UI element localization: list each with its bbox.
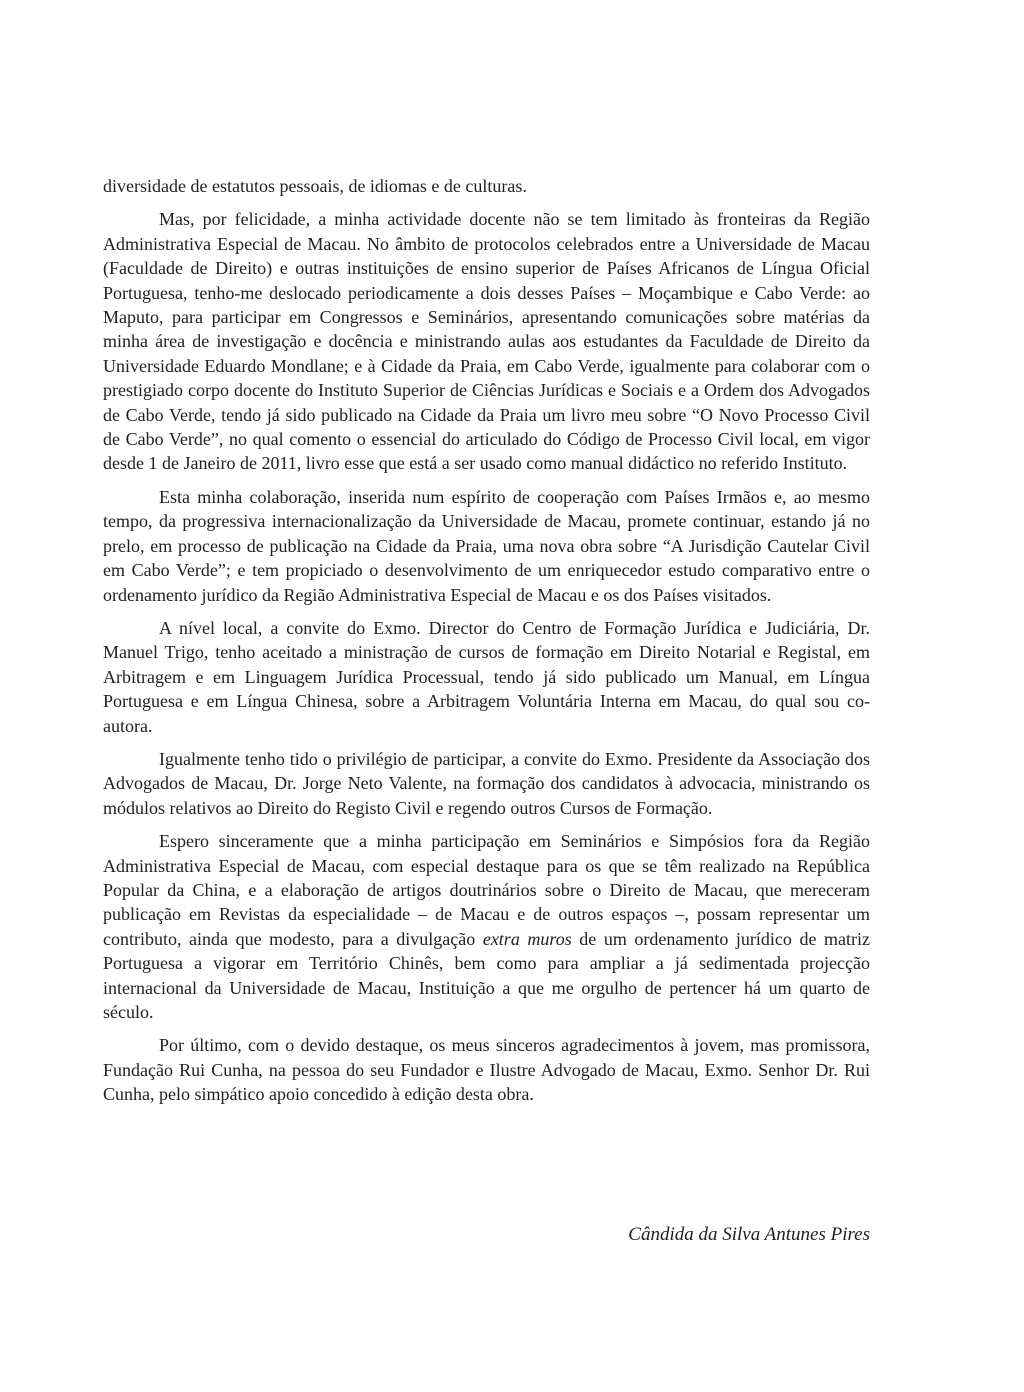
document-body [103,174,870,1107]
paragraph-teaching-abroad: Mas, por felicidade, a minha actividade docente não se tem limitado às fronteiras da Região Administrativa Especial de Macau. No âmbito de protocolos celebrados entre a Universidade de Macau (Faculdade de Direito) e outras instituições de ensino superior de Países Africanos de Língua Oficial Portuguesa, tenho-me deslocado periodicamente a dois desses Países – Moçambique e Cabo Verde: ao Maputo, para participar em Congressos e Seminários, apresentando comunicações sobre matérias da minha área de investigação e docência e ministrando aulas aos estudantes da Faculdade de Direito da Universidade Eduardo Mondlane; e à Cidade da Praia, em Cabo Verde, igualmente para colaborar com o prestigiado corpo docente do Instituto Superior de Ciências Jurídicas e Sociais e a Ordem dos Advogados de Cabo Verde, tendo já sido publicado na Cidade da Praia um livro meu sobre “O Novo Processo Civil de Cabo Verde”, no qual comento o essencial do articulado do Código de Processo Civil local, em vigor desde 1 de Janeiro de 2011, livro esse que está a ser usado como manual didáctico no referido Instituto. [103,209,870,474]
paragraph-continuation: diversidade de estatutos pessoais, de idiomas e de culturas. [103,176,527,196]
author-signature: Cândida da Silva Antunes Pires [628,1224,870,1245]
paragraph-seminars-text-end: de um ordenamento jurídico de matriz Portuguesa a vigorar em Território Chinês, bem como para ampliar a já sedimentada projecção internacional da Universidade de Macau, Instituição a que me orgulho de pertencer há um quarto de século. [103,928,870,1022]
paragraph-lawyers-association: Igualmente tenho tido o privilégio de participar, a convite do Exmo. Presidente da Associação dos Advogados de Macau, Dr. Jorge Neto Valente, na formação dos candidatos à advocacia, ministrando os módulos relativos ao Direito do Registo Civil e regendo outros Cursos de Formação. [103,748,870,818]
paragraph-acknowledgements: Por último, com o devido destaque, os meus sinceros agradecimentos à jovem, mas promissora, Fundação Rui Cunha, na pessoa do seu Fundador e Ilustre Advogado de Macau, Exmo. Senhor Dr. Rui Cunha, pelo simpático apoio concedido à edição desta obra. [103,1035,870,1105]
paragraph-local-training: A nível local, a convite do Exmo. Director do Centro de Formação Jurídica e Judiciária, Dr. Manuel Trigo, tenho aceitado a ministração de cursos de formação em Direito Notarial e Registal, em Arbitragem e em Linguagem Jurídica Processual, tendo já sido publicado um Manual, em Língua Portuguesa e em Língua Chinesa, sobre a Arbitragem Voluntária Interna em Macau, do qual sou co-autora. [103,617,870,736]
italic-phrase-extra-muros: extra muros [482,928,572,949]
paragraph-seminars [103,829,870,1024]
paragraph-seminars-text-start: Espero sinceramente que a minha participação em Seminários e Simpósios fora da Região Administrativa Especial de Macau, com especial destaque para os que se têm realizado na República Popular da China, e a elaboração de artigos doutrinários sobre o Direito de Macau, que mereceram publicação em Revistas da especialidade – de Macau e de outros espaços –, possam representar um contributo, ainda que modesto, para a divulgação [103,831,870,949]
paragraph-collaboration: Esta minha colaboração, inserida num espírito de cooperação com Países Irmãos e, ao mesmo tempo, da progressiva internacionalização da Universidade de Macau, promete continuar, estando já no prelo, em processo de publicação na Cidade da Praia, uma nova obra sobre “A Jurisdição Cautelar Civil em Cabo Verde”; e tem propiciado o desenvolvimento de um enriquecedor estudo comparativo entre o ordenamento jurídico da Região Administrativa Especial de Macau e os dos Países visitados. [103,486,870,605]
